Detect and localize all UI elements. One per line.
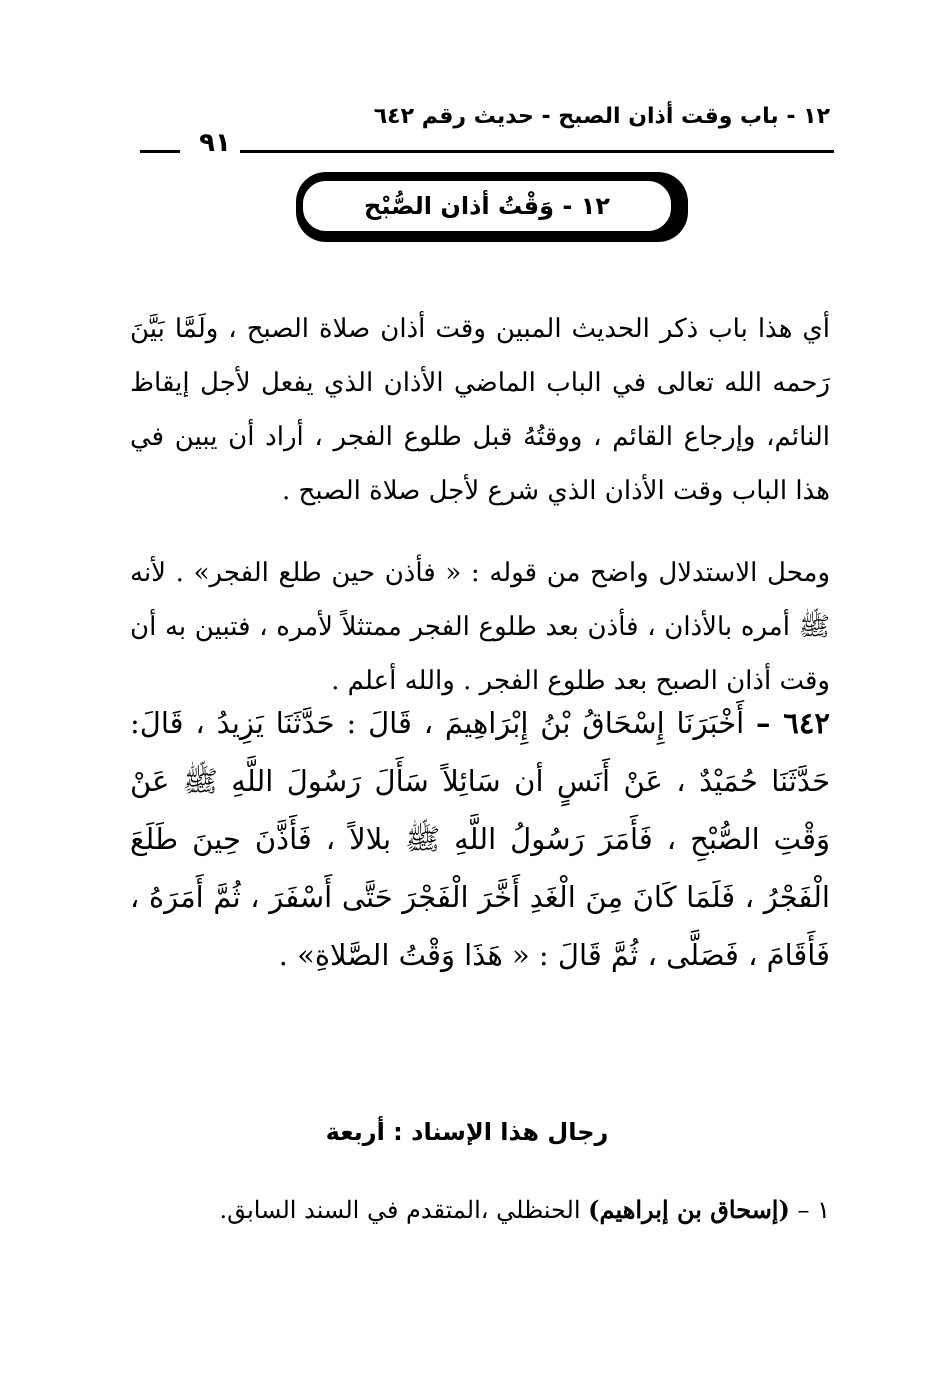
hadith-number: ٦٤٢ – <box>756 706 831 740</box>
chapter-frame <box>300 178 674 234</box>
commentary-paragraph-1: أي هذا باب ذكر الحديث المبين وقت أذان صلاة الصبح ، ولَمَّا بَيَّنَ رَحمه الله تعالى في الباب الماضي الأذان الذي يفعل لأجل إيقاظ النائم، وإرجاع القائم ، ووقتُهُ قبل طلوع الفجر ، أراد أن يبين في هذا الباب وقت الأذان الذي شرع لأجل صلاة الصبح . <box>130 314 830 506</box>
narrators-heading: رجال هذا الإسناد : أربعة <box>325 1118 609 1146</box>
narrator-name: (إسحاق بن إبراهيم) <box>588 1195 790 1224</box>
narrator-item <box>130 1186 830 1234</box>
narrator-index: ١ – <box>797 1196 830 1224</box>
header-rule <box>240 150 834 153</box>
running-header: ١٢ - باب وقت أذان الصبح - حديث رقم ٦٤٢ <box>373 104 830 129</box>
chapter-title: ١٢ - وَقْتُ أذان الصُّبْح <box>364 192 610 220</box>
narrator-note: الحنظلي ،المتقدم في السند السابق. <box>219 1196 581 1224</box>
page-number: ٩١ <box>199 128 231 158</box>
commentary-paragraph-2: ومحل الاستدلال واضح من قوله : « فأذن حين طلع الفجر» . لأنه ﷺ أمره بالأذان ، فأذن بعد طلوع الفجر ممتثلاً لأمره ، فتبين به أن وقت أذان الصبح بعد طلوع الفجر . والله أعلم . <box>130 558 830 696</box>
hadith-block <box>130 694 830 984</box>
hadith-text: أَخْبَرَنَا إِسْحَاقُ بْنُ إِبْرَاهِيمَ ، قَالَ : حَدَّثَنَا يَزِيدُ ، قَالَ: حَدَّثَنَا حُمَيْدٌ ، عَنْ أَنَسٍ أن سَائِلاً سَأَلَ رَسُولَ اللَّهِ ﷺ عَنْ وَقْتِ الصُّبْحِ ، فَأَمَرَ رَسُولُ اللَّهِ ﷺ بلالاً ، فَأَذَّنَ حِينَ طَلَعَ الْفَجْرُ ، فَلَمَا كَانَ مِنَ الْغَدِ أَخَّرَ الْفَجْرَ حَتَّى أَسْفَرَ ، ثُمَّ أَمَرَهُ ، فَأَقَامَ ، فَصَلَّى ، ثُمَّ قَالَ : « هَذَا وَقْتُ الصَّلاةِ» . <box>130 706 830 972</box>
page-number-dash <box>140 150 180 153</box>
